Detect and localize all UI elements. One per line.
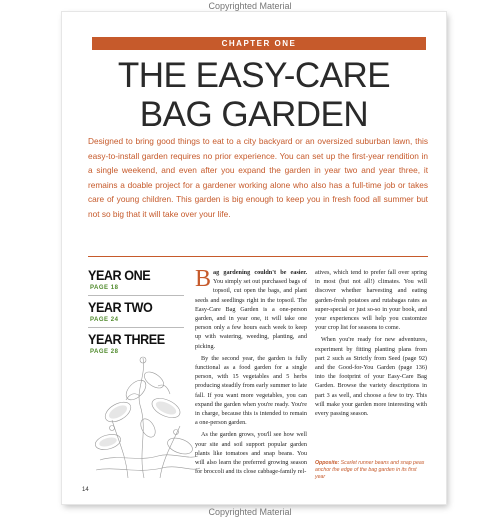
toc-entry-year-one[interactable] <box>88 267 188 296</box>
table-of-contents <box>88 267 188 358</box>
chapter-title-line-2: BAG GARDEN <box>139 95 369 134</box>
body-column-2 <box>315 268 427 421</box>
intro-paragraph: Designed to bring good things to eat to a city backyard or an oversized suburban lawn, this easy-to-install garden requires no prior experience. You can set up the first-year rendition in a single weekend, and even after you expand the garden in year two and year three, it remains a doable project for a gardener working alone who also has a full-time job or takes care of young children. This garden is big enough to keep you in fresh food all summer but not so big that it will take over your life. <box>88 136 428 219</box>
toc-entry-title: YEAR ONE <box>88 267 151 283</box>
toc-divider <box>88 295 184 296</box>
body-column-1 <box>195 268 307 479</box>
toc-entry-title: YEAR THREE <box>88 331 165 347</box>
paragraph: By the second year, the garden is fully functional as a food garden for a single person, with 15 vegetables and 5 herbs producing steadily from early summer to late fall. If you want more vegetables, you can expand the garden when you're ready. You're in charge, because this is intended to remain a one-person garden. <box>195 354 307 427</box>
copyright-watermark-top: Copyrighted Material <box>208 1 292 11</box>
paragraph: When you're ready for new adventures, experiment by fitting planting plans from part 2 such as Strictly from Seed (page 92) and the Good-for-You Garden (page 136) into the footprint of your Easy-Care Bag Garden. Browse the variety descriptions in part 3 as well, and choose a few to try. This will make your garden more interesting with every passing season. <box>315 336 427 418</box>
photo-caption <box>315 460 427 481</box>
book-page <box>62 12 446 504</box>
toc-entry-title: YEAR TWO <box>88 299 153 315</box>
chapter-label: CHAPTER ONE <box>92 37 426 50</box>
page-number: 14 <box>82 487 89 493</box>
plant-illustration <box>88 350 200 480</box>
chapter-title-line-1: THE EASY-CARE <box>117 56 391 95</box>
caption-label: Opposite: <box>315 460 340 466</box>
lead-in: ag gardening couldn't be easier. <box>213 269 307 276</box>
paragraph: As the garden grows, you'll see how well your site and soil support popular garden plants like tomatoes and snap beans. You will also learn the preferred growing season for broccoli and its close cabbage-family rel- <box>195 431 307 476</box>
paragraph: atives, which tend to prefer fall over spring in most (but not all!) climates. You will discover whether harvesting and eating garden-fresh potatoes and rutabagas rates as super-special or just so-so in your book, and your experiences will help you customize your crop list for seasons to come. <box>315 269 427 332</box>
section-rule <box>88 256 428 257</box>
caption-text: Scarlet runner beans and snap peas anchor the edge of the bag garden in its first year <box>315 460 425 480</box>
paragraph <box>195 268 307 351</box>
copyright-watermark-bottom: Copyrighted Material <box>208 507 292 517</box>
paragraph-text: You simply set out purchased bags of topsoil, cut open the bags, and plant seeds and seedlings right in the topsoil. The Easy-Care Bag Garden is a one-person garden, and in year one, it will take one person only a few hours each week to keep up with watering, weeding, planting, and picking. <box>195 278 307 350</box>
toc-entry-page: PAGE 28 <box>90 349 119 355</box>
toc-divider <box>88 327 184 328</box>
toc-entry-page: PAGE 24 <box>90 317 119 323</box>
toc-entry-page: PAGE 18 <box>90 285 119 291</box>
toc-entry-year-two[interactable] <box>88 299 188 328</box>
drop-cap: B <box>195 266 212 292</box>
